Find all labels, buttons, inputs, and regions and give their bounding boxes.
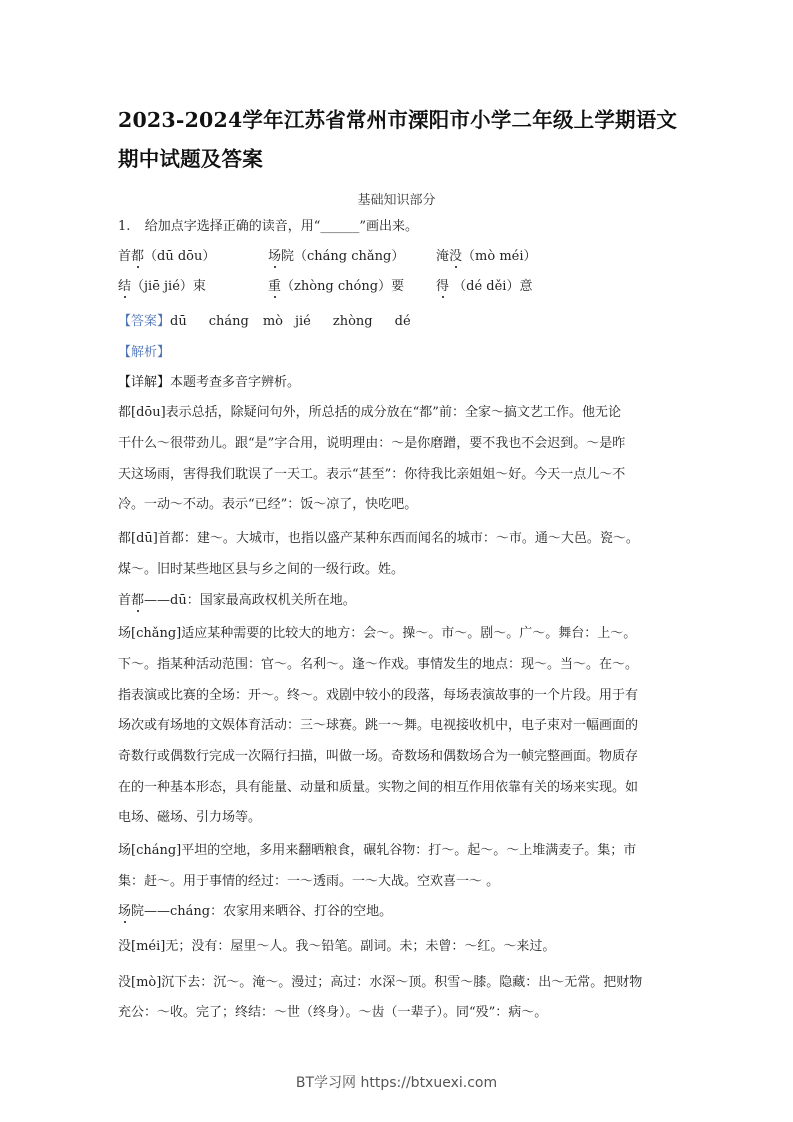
footer-watermark: BT学习网 https://btxuexi.com [295,1075,498,1091]
answer-value: dū [170,314,187,329]
paragraph-line: 场院——cháng：农家用来晒谷、打谷的空地。 [118,904,393,919]
detail-intro: 本题考查多音字辨析。 [170,375,301,390]
pinyin-options: （dū dōu） [144,249,216,264]
paragraph-line: 在的一种基本形态，具有能量、动量和质量。实物之间的相互作用依靠有关的场来实现。如 [118,780,639,795]
dotted-character: 重 [268,279,282,294]
pinyin-options: （zhòng chóng）要 [281,279,405,294]
dotted-character: 没 [449,249,463,264]
paragraph-line: 电场、磁场、引力场等。 [118,810,262,825]
paragraph-line: 指表演或比赛的全场：开～。终～。戏剧中较小的段落，每场表演故事的一个片段。用于有 [118,688,639,703]
paragraph-line: 没[méi]无；没有：屋里～人。我～铅笔。副词。未；未曾：～红。～来过。 [118,939,556,954]
paragraph-line: 冷。一动～不动。表示“已经”：饭～凉了，快吃吧。 [118,497,418,512]
answer-value: zhòng [332,314,373,329]
question-item [436,280,532,293]
question-item: 淹没（mò méi） [436,249,537,264]
document-title-line1: 2023-2024学年江苏省常州市溧阳市小学二年级上学期语文 [118,108,678,132]
pinyin-options: （jiē jié）束 [131,279,206,294]
question-text: 给加点字选择正确的读音，用“______”画出来。 [144,219,418,234]
section-heading: 基础知识部分 [357,193,436,208]
document-title-line2: 期中试题及答案 [118,147,263,171]
analysis-label: 【解析】 [118,345,171,360]
dotted-character: 结 [118,279,132,294]
dotted-character: 都 [131,249,145,264]
dotted-character: 得 [436,279,450,294]
dotted-character: 都 [131,593,145,608]
question-item [268,280,404,293]
pinyin-options: （cháng chǎng） [294,249,405,264]
paragraph-line: 场[cháng]平坦的空地，多用来翻晒粮食，碾轧谷物：打～。起～。～上堆满麦子。集；市 [118,843,637,858]
paragraph-line: 天这场雨，害得我们耽误了一天工。表示“甚至”：你待我比亲姐姐～好。今天一点儿～不 [118,467,626,482]
answer-value: cháng [208,314,249,329]
paragraph-line: 场次或有场地的文娱体育活动：三～球赛。跳一～舞。电视接收机中，电子束对一幅画面的 [118,718,639,733]
paragraph-line: 充公：～收。完了；终结：～世（终身）。～齿（一辈子）。同“殁”：病～。 [118,1005,548,1020]
question-number: 1. [118,219,131,234]
paragraph-line: 首都——dū：国家最高政权机关所在地。 [118,593,356,608]
paragraph-line: 集：赶～。用于事情的经过：一～透雨。一～大战。空欢喜一～ 。 [118,874,500,889]
paragraph-line: 干什么～很带劲儿。跟“是”字合用，说明理由：～是你磨蹭，要不我也不会迟到。～是昨 [118,436,626,451]
paragraph-line: 没[mò]沉下去：沉～。淹～。漫过；高过：水深～顶。积雪～膝。隐藏：出～无常。把财物 [118,975,643,990]
paragraph-line: 都[dū]首都：建～。大城市，也指以盛产某种东西而闻名的城市：～市。通～大邑。瓷～。 [118,531,639,546]
question-item: 场院（cháng chǎng） [268,249,405,264]
paragraph-line: 场[chǎng]适应某种需要的比较大的地方：会～。操～。市～。剧～。广～。舞台：上～。 [118,626,637,641]
answer-value: jié [294,314,311,329]
answer-value: dé [394,314,411,329]
dotted-character: 场 [268,249,282,264]
paragraph-line: 煤～。旧时某些地区县与乡之间的一级行政。姓。 [118,562,405,577]
pinyin-options: （mò méi） [462,249,537,264]
answer-line [118,315,411,328]
answer-value: mò [262,314,283,329]
dotted-character: 场 [118,904,132,919]
question-item: 首都（dū dōu） [118,249,216,264]
detail-line [118,376,300,389]
question-item [118,280,206,293]
pinyin-options: （dé děi）意 [449,279,533,294]
paragraph-line: 下～。指某种活动范围：官～。名利～。逢～作戏。事情发生的地点：现～。当～。在～。 [118,657,639,672]
paragraph-line: 奇数行或偶数行完成一次隔行扫描，叫做一场。奇数场和偶数场合为一帧完整画面。物质存 [118,749,639,764]
question-prompt [118,220,418,233]
answer-label: 【答案】 [118,314,171,329]
paragraph-line: 都[dōu]表示总括，除疑问句外，所总括的成分放在“都”前：全家～搞文艺工作。他无论 [118,405,621,420]
detail-label: 【详解】 [118,375,171,390]
